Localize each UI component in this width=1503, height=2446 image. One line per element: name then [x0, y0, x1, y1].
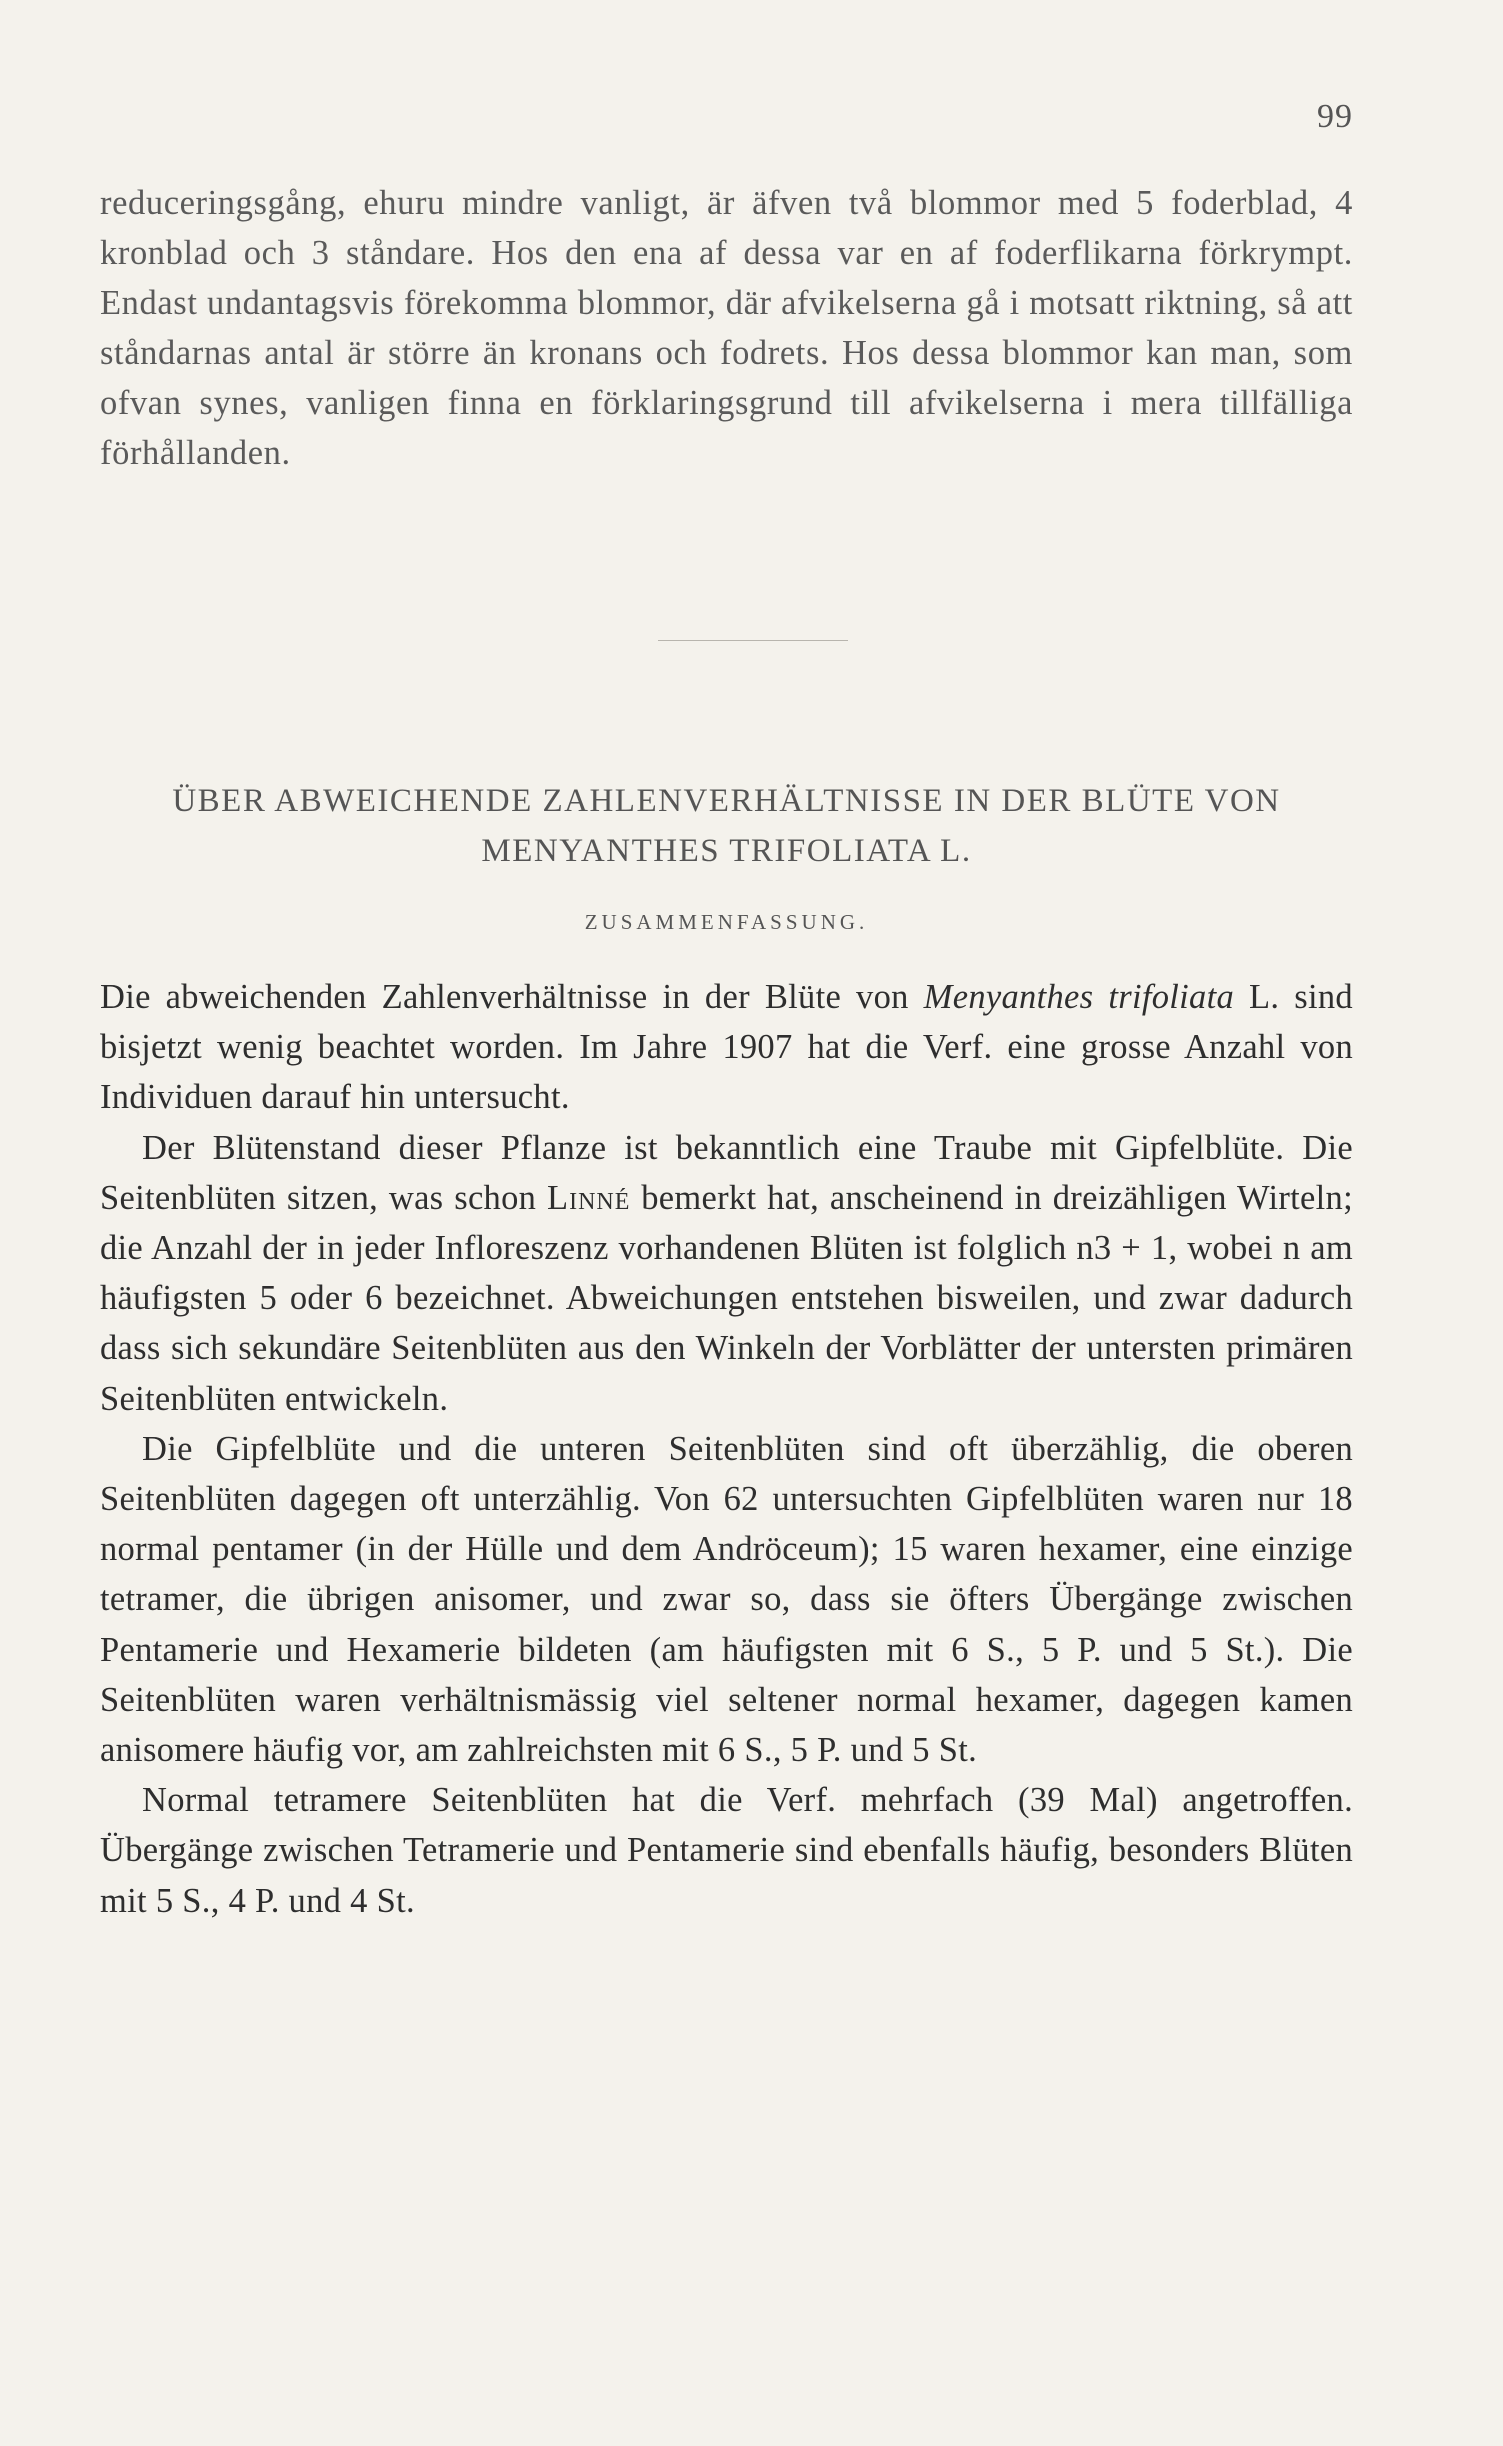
author-name: Linné — [547, 1178, 631, 1217]
summary-paragraph-4: Normal tetramere Seitenblüten hat die Verf. mehrfach (39 Mal) angetroffen. Übergänge zwischen Tetramerie und Pentamerie sind ebenfalls häufig, besonders Blüten mit 5 S., 4 P. und 4 St. — [100, 1781, 1353, 1920]
para2-lead: Der Blütenstand dieser Pflanze ist bekanntlich eine Traube mit Gipfelblüte. Die Seitenblüten sitzen, was schon — [100, 1128, 1353, 1217]
summary-heading: ZUSAMMENFASSUNG. — [584, 910, 869, 934]
section-divider — [658, 640, 848, 641]
german-summary — [100, 972, 1353, 1926]
para1-rest: L. sind bisjetzt wenig beachtet worden. Im Jahre 1907 hat die Verf. eine grosse Anzahl von Individuen darauf hin untersucht. — [100, 978, 1353, 1117]
species-name: Menyanthes trifoliata — [923, 978, 1235, 1016]
summary-paragraph-3: Die Gipfelblüte und die unteren Seitenblüten sind oft überzählig, die oberen Seitenblüten dagegen oft unterzählig. Von 62 untersuchten Gipfelblüten waren nur 18 normal pentamer (in der Hülle und dem Andröceum); 15 waren hexamer, eine einzige tetramer, die übrigen anisomer, und zwar so, dass sie öfters Übergänge zwischen Pentamerie und Hexamerie bildeten (am häufigsten mit 6 S., 5 P. und 5 St.). Die Seitenblüten waren verhältnismässig viel seltener normal hexamer, dagegen kamen anisomere häufig vor, am zahlreichsten mit 6 S., 5 P. und 5 St. — [100, 1429, 1353, 1770]
swedish-text-block — [100, 178, 1353, 478]
page-number: 99 — [1317, 98, 1353, 135]
article-title-line-1: ÜBER ABWEICHENDE ZAHLENVERHÄLTNISSE IN DER BLÜTE VON — [172, 783, 1281, 819]
swedish-paragraph: reduceringsgång, ehuru mindre vanligt, är äfven två blommor med 5 foderblad, 4 kronblad och 3 ståndare. Hos den ena af dessa var en af foderflikarna förkrympt. Endast undantagsvis förekomma blommor, där afvikelserna gå i motsatt riktning, så att ståndarnas antal är större än kronans och fodrets. Hos dessa blommor kan man, som ofvan synes, vanligen finna en förklaringsgrund till afvikelserna i mera tillfälliga förhållanden. — [100, 184, 1353, 472]
para1-lead: Die abweichenden Zahlenverhältnisse in der Blüte von — [100, 978, 924, 1016]
article-title — [100, 776, 1353, 876]
para2-rest: bemerkt hat, anscheinend in dreizähligen Wirteln; die Anzahl der in jeder Infloreszenz vorhandenen Blüten ist folglich n3 + 1, wobei n am häufigsten 5 oder 6 bezeichnet. Abweichungen entstehen bisweilen, und zwar dadurch dass sich sekundäre Seitenblüten aus den Winkeln der Vorblätter der untersten primären Seitenblüten entwickeln. — [100, 1178, 1353, 1418]
article-title-line-2: MENYANTHES TRIFOLIATA L. — [481, 833, 972, 869]
summary-paragraph-2 — [100, 1123, 1353, 1424]
summary-paragraph-1 — [100, 972, 1353, 1123]
